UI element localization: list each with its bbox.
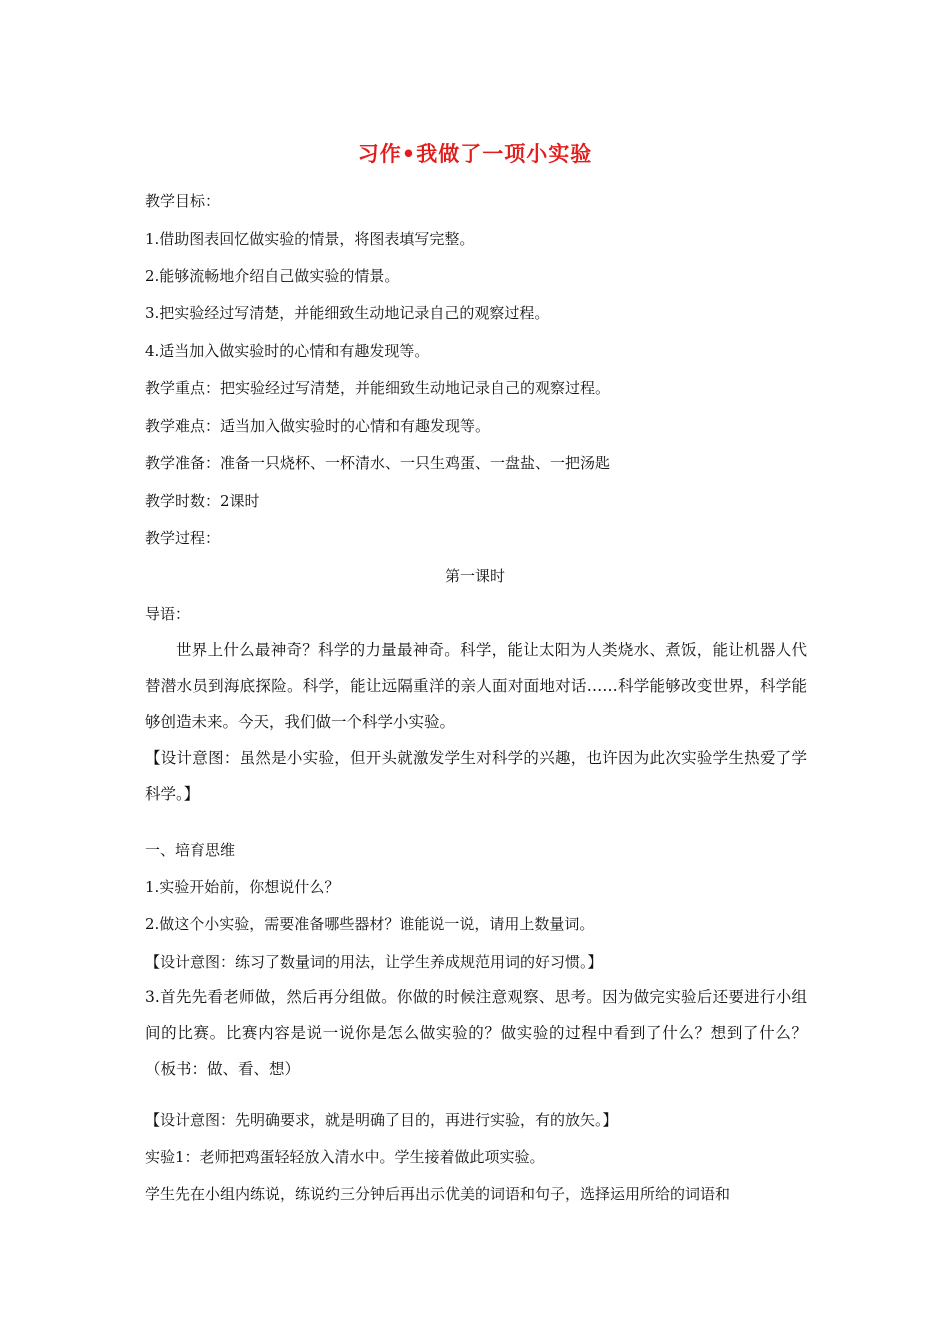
difficulty: 教学难点：适当加入做实验时的心情和有趣发现等。 [145,417,491,435]
lesson-one-heading: 第一课时 [444,567,505,585]
goal-item-4: 4.适当加入做实验时的心情和有趣发现等。 [145,342,430,360]
preparation: 教学准备：准备一只烧杯、一杯清水、一只生鸡蛋、一盘盐、一把汤匙 [145,454,611,472]
practice-text: 学生先在小组内练说，练说约三分钟后再出示优美的词语和句子，选择运用所给的词语和 [145,1185,731,1203]
question-2: 2.做这个小实验，需要准备哪些器材？谁能说一说，请用上数量词。 [145,915,595,933]
intro-heading: 导语： [145,605,191,623]
intro-paragraph: 世界上什么最神奇？科学的力量最神奇。科学，能让太阳为人类烧水、煮饭，能让机器人代替潜水员到海底探险。科学，能让远隔重洋的亲人面对面地对话……科学能够改变世界，科学能够创造未来。今天，我们做一个科学小实验。 [145,641,807,731]
design-note-1: 【设计意图：虽然是小实验，但开头就激发学生对科学的兴趣，也许因为此次实验学生热爱了学科学。】 [145,749,807,803]
goal-item-3: 3.把实验经过写清楚，并能细致生动地记录自己的观察过程。 [145,304,550,322]
goals-heading: 教学目标： [145,192,221,210]
key-point: 教学重点：把实验经过写清楚，并能细致生动地记录自己的观察过程。 [145,379,611,397]
goal-item-2: 2.能够流畅地介绍自己做实验的情景。 [145,267,400,285]
question-3: 3.首先先看老师做，然后再分组做。你做的时候注意观察、思考。因为做完实验后还要进行小组间的比赛。比赛内容是说一说你是怎么做实验的？做实验的过程中看到了什么？想到了什么？ （板书：做、看、想） [145,988,807,1078]
teaching-hours: 教学时数：2课时 [145,492,260,510]
goal-item-1: 1.借助图表回忆做实验的情景，将图表填写完整。 [145,230,475,248]
question-1: 1.实验开始前，你想说什么？ [145,878,340,896]
design-note-3: 【设计意图：先明确要求，就是明确了目的，再进行实验，有的放矢。】 [145,1111,618,1129]
process-heading: 教学过程： [145,529,221,547]
experiment-1: 实验1：老师把鸡蛋轻轻放入清水中。学生接着做此项实验。 [145,1148,545,1166]
design-note-2: 【设计意图：练习了数量词的用法，让学生养成规范用词的好习惯。】 [145,953,603,971]
document-title: 习作•我做了一项小实验 [357,142,593,166]
section-one-heading: 一、培育思维 [145,841,236,859]
